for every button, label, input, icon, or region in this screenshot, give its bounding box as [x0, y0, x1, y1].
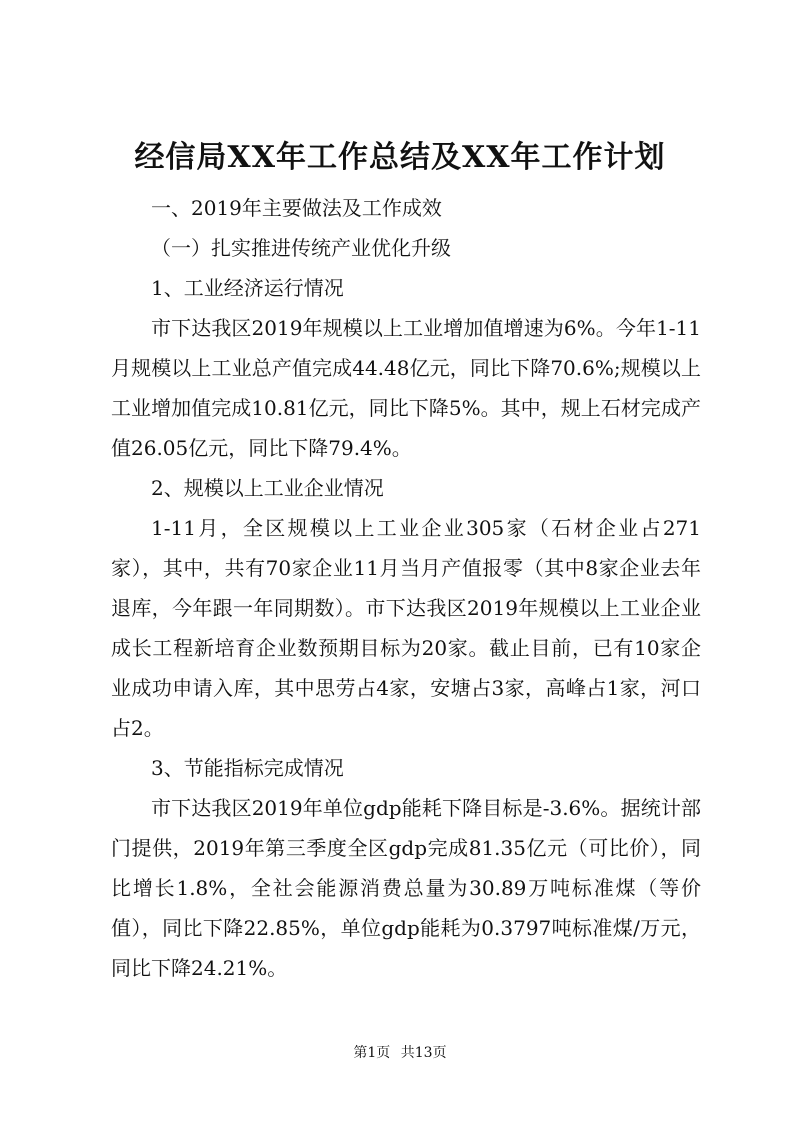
section-heading: 一、2019年主要做法及工作成效 [151, 196, 442, 220]
page-number: 第1页 [353, 1045, 391, 1061]
subsection-heading: （一）扎实推进传统产业优化升级 [151, 236, 451, 260]
paragraph-industrial-economy: 市下达我区2019年规模以上工业增加值增速为6%。今年1-11月规模以上工业总产值完成44.48亿元，同比下降70.6%;规模以上工业增加值完成10.81亿元，同比下降5%。其中，规上石材完成产值26.05亿元，同比下降79.4%。 [111, 316, 701, 460]
document-body [111, 188, 701, 988]
document-title: 经信局XX年工作总结及XX年工作计划 [134, 140, 666, 175]
page-footer [0, 1043, 800, 1063]
item-heading-industrial-economy: 1、工业经济运行情况 [151, 276, 344, 300]
paragraph-energy-saving: 市下达我区2019年单位gdp能耗下降目标是-3.6%。据统计部门提供，2019年第三季度全区gdp完成81.35亿元（可比价），同比增长1.8%，全社会能源消费总量为30.89万吨标准煤（等价值），同比下降22.85%，单位gdp能耗为0.3797吨标准煤/万元，同比下降24.21%。 [111, 796, 701, 980]
paragraph-enterprises: 1-11月，全区规模以上工业企业305家（石材企业占271家），其中，共有70家企业11月当月产值报零（其中8家企业去年退库，今年跟一年同期数）。市下达我区2019年规模以上工业企业成长工程新培育企业数预期目标为20家。截止目前，已有10家企业成功申请入库，其中思劳占4家，安塘占3家，高峰占1家，河口占2。 [111, 516, 701, 740]
item-heading-enterprises: 2、规模以上工业企业情况 [151, 476, 384, 500]
page-total: 共13页 [400, 1045, 447, 1061]
item-heading-energy-saving: 3、节能指标完成情况 [151, 756, 344, 780]
